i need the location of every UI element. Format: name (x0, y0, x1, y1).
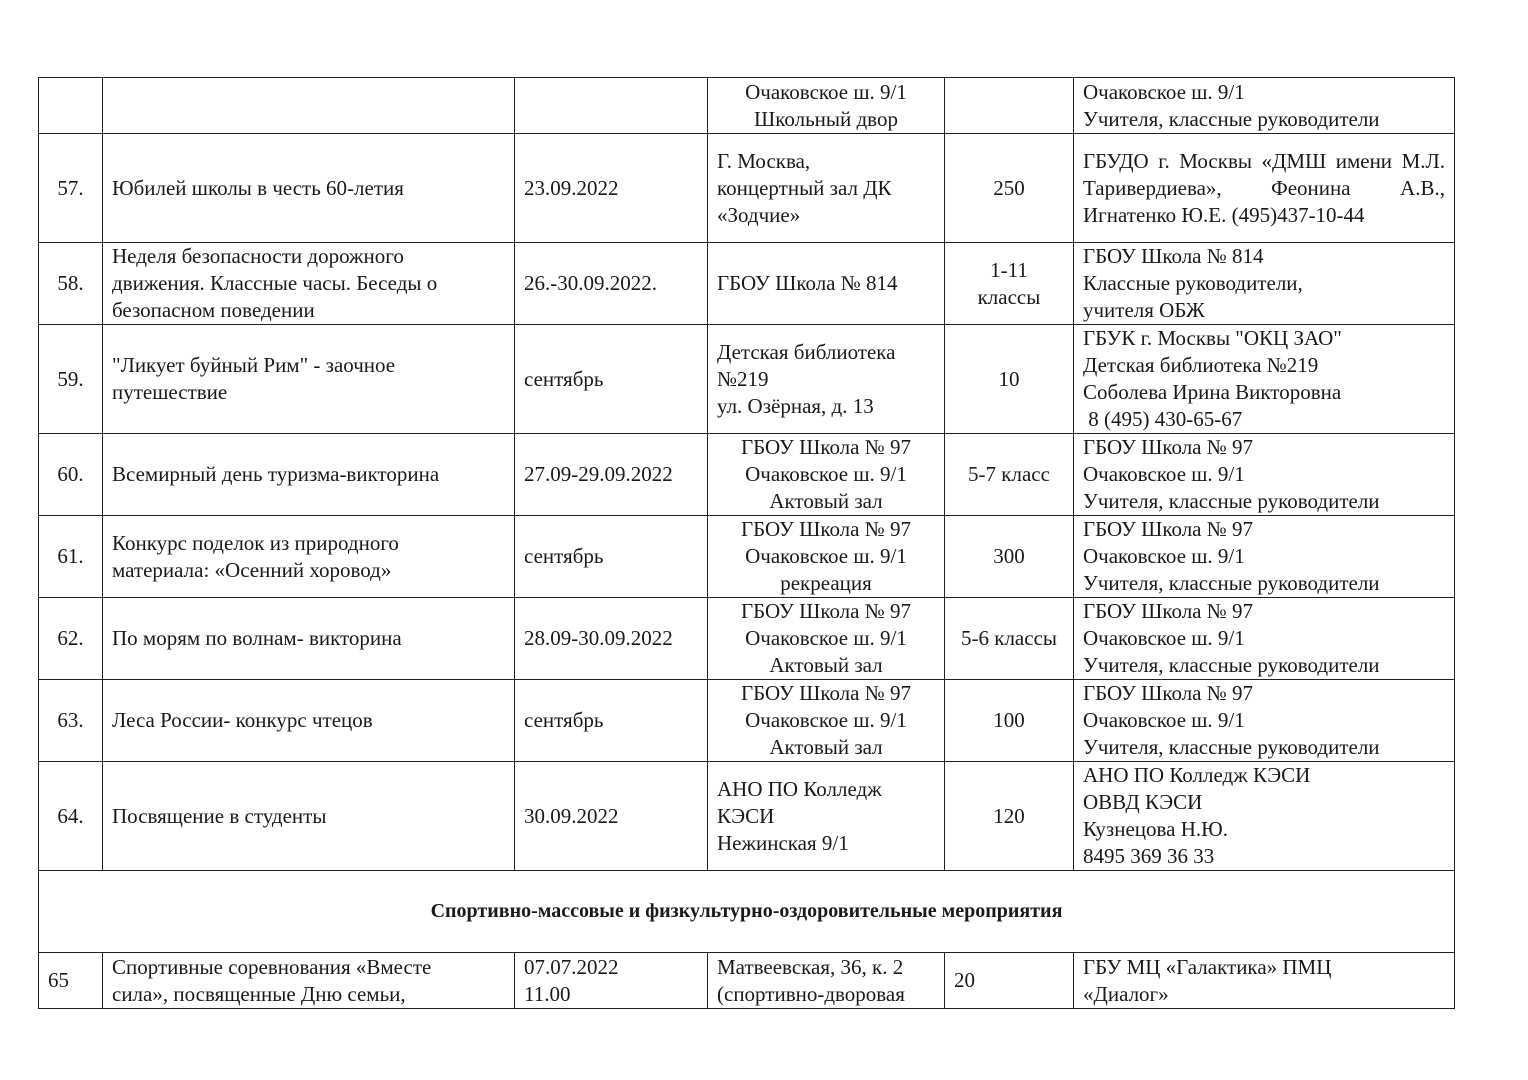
participants-count: 5-6 классы (945, 598, 1074, 680)
event-title: Леса России- конкурс чтецов (103, 680, 515, 762)
event-place: ГБОУ Школа № 814 (708, 243, 945, 325)
row-number (39, 78, 103, 134)
event-title: Неделя безопасности дорожного движения. Классные часы. Беседы о безопасном поведении (103, 243, 515, 325)
event-title: Спортивные соревнования «Вместе сила», посвященные Дню семьи, (103, 953, 515, 1009)
organizer: ГБУДО г. Москвы «ДМШ имени М.Л. Таривердиева», Феонина А.В., Игнатенко Ю.Е. (495)437-10-44 (1074, 134, 1455, 243)
event-date: 28.09-30.09.2022 (515, 598, 708, 680)
participants-count: 1-11 классы (945, 243, 1074, 325)
row-number: 64. (39, 762, 103, 871)
participants-count: 10 (945, 325, 1074, 434)
row-number: 58. (39, 243, 103, 325)
event-place: АНО ПО Колледж КЭСИ Нежинская 9/1 (708, 762, 945, 871)
participants-count: 250 (945, 134, 1074, 243)
event-date: 27.09-29.09.2022 (515, 434, 708, 516)
events-table (38, 77, 1455, 1009)
event-place: Матвеевская, 36, к. 2 (спортивно-дворовая (708, 953, 945, 1009)
event-date: сентябрь (515, 680, 708, 762)
participants-count (945, 78, 1074, 134)
table-row (39, 243, 1455, 325)
table-row (39, 78, 1455, 134)
event-date: сентябрь (515, 325, 708, 434)
section-title: Спортивно-массовые и физкультурно-оздоровительные мероприятия (39, 871, 1455, 953)
event-title: Посвящение в студенты (103, 762, 515, 871)
event-place: Очаковское ш. 9/1 Школьный двор (708, 78, 945, 134)
event-date: 07.07.2022 11.00 (515, 953, 708, 1009)
event-title: Юбилей школы в честь 60-летия (103, 134, 515, 243)
participants-count: 5-7 класс (945, 434, 1074, 516)
organizer: ГБОУ Школа № 97 Очаковское ш. 9/1 Учителя, классные руководители (1074, 434, 1455, 516)
event-title: Конкурс поделок из природного материала: «Осенний хоровод» (103, 516, 515, 598)
row-number: 59. (39, 325, 103, 434)
table-row (39, 953, 1455, 1009)
table-row (39, 134, 1455, 243)
organizer: Очаковское ш. 9/1 Учителя, классные руководители (1074, 78, 1455, 134)
event-title (103, 78, 515, 134)
organizer: АНО ПО Колледж КЭСИ ОВВД КЭСИ Кузнецова Н.Ю. 8495 369 36 33 (1074, 762, 1455, 871)
participants-count: 300 (945, 516, 1074, 598)
table-row (39, 325, 1455, 434)
event-place: ГБОУ Школа № 97 Очаковское ш. 9/1 Актовый зал (708, 598, 945, 680)
event-place: Детская библиотека №219 ул. Озёрная, д. 13 (708, 325, 945, 434)
table-row (39, 434, 1455, 516)
event-place: ГБОУ Школа № 97 Очаковское ш. 9/1 Актовый зал (708, 434, 945, 516)
row-number: 65 (39, 953, 103, 1009)
row-number: 62. (39, 598, 103, 680)
event-place: Г. Москва, концертный зал ДК «Зодчие» (708, 134, 945, 243)
event-title: Всемирный день туризма-викторина (103, 434, 515, 516)
event-date: 26.-30.09.2022. (515, 243, 708, 325)
organizer: ГБОУ Школа № 97 Очаковское ш. 9/1 Учителя, классные руководители (1074, 598, 1455, 680)
row-number: 60. (39, 434, 103, 516)
event-date (515, 78, 708, 134)
participants-count: 120 (945, 762, 1074, 871)
organizer: ГБУК г. Москвы "ОКЦ ЗАО" Детская библиотека №219 Соболева Ирина Викторовна 8 (495) 430-65-67 (1074, 325, 1455, 434)
organizer: ГБОУ Школа № 97 Очаковское ш. 9/1 Учителя, классные руководители (1074, 516, 1455, 598)
organizer: ГБОУ Школа № 97 Очаковское ш. 9/1 Учителя, классные руководители (1074, 680, 1455, 762)
table-row (39, 598, 1455, 680)
row-number: 63. (39, 680, 103, 762)
row-number: 61. (39, 516, 103, 598)
participants-count: 20 (945, 953, 1074, 1009)
organizer: ГБУ МЦ «Галактика» ПМЦ «Диалог» (1074, 953, 1455, 1009)
participants-count: 100 (945, 680, 1074, 762)
section-header-row (39, 871, 1455, 953)
event-title: По морям по волнам- викторина (103, 598, 515, 680)
event-date: 23.09.2022 (515, 134, 708, 243)
organizer: ГБОУ Школа № 814 Классные руководители, учителя ОБЖ (1074, 243, 1455, 325)
row-number: 57. (39, 134, 103, 243)
table-row (39, 762, 1455, 871)
event-date: сентябрь (515, 516, 708, 598)
event-date: 30.09.2022 (515, 762, 708, 871)
event-title: "Ликует буйный Рим" - заочное путешествие (103, 325, 515, 434)
table-row (39, 516, 1455, 598)
table-row (39, 680, 1455, 762)
event-place: ГБОУ Школа № 97 Очаковское ш. 9/1 рекреация (708, 516, 945, 598)
event-place: ГБОУ Школа № 97 Очаковское ш. 9/1 Актовый зал (708, 680, 945, 762)
